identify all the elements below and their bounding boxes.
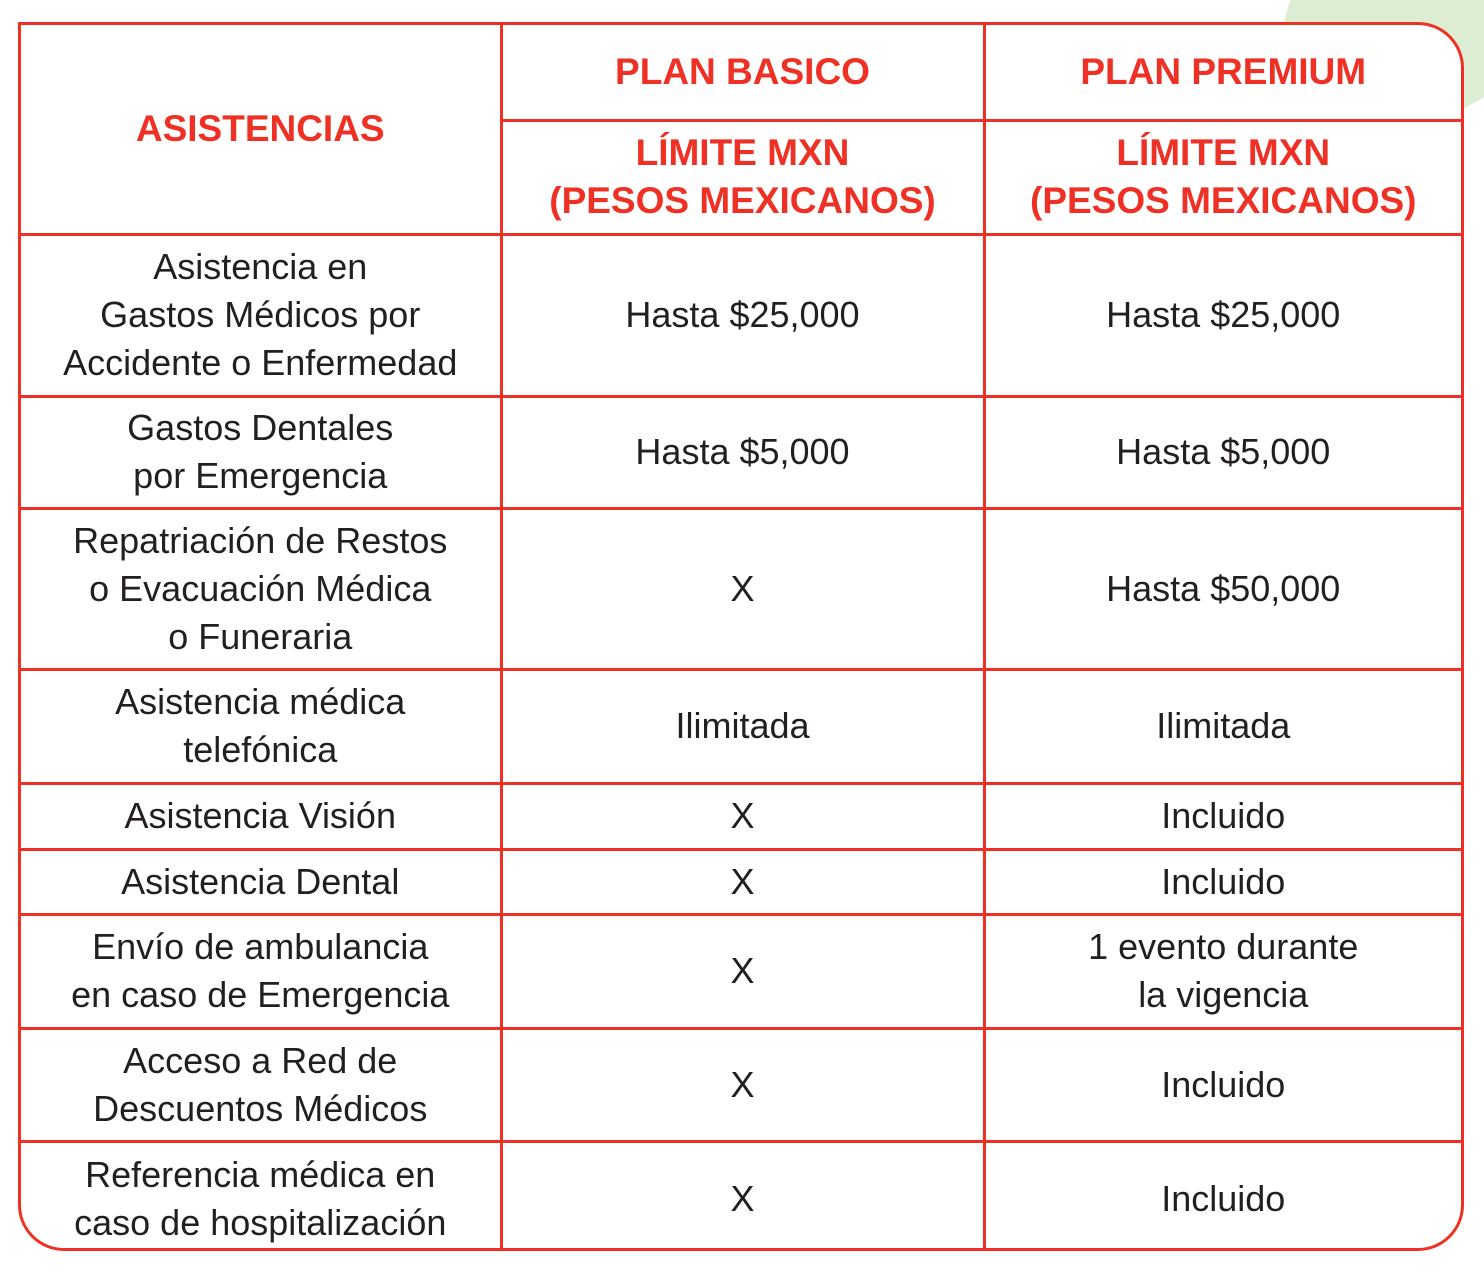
cell-plan-basico-line: Hasta $25,000 [625,294,860,335]
header-plan-premium: PLAN PREMIUM [984,25,1461,120]
cell-plan-basico [501,508,984,669]
cell-plan-basico-line: Hasta $5,000 [635,431,850,472]
cell-plan-premium-line: Hasta $50,000 [1106,567,1341,609]
cell-plan-premium [984,1141,1461,1251]
coverage-table [21,25,1461,1251]
cell-asistencia-line: Referencia médica en [85,1153,436,1195]
cell-plan-basico-line: X [730,860,755,902]
cell-plan-basico [501,1028,984,1141]
cell-asistencia [21,849,501,914]
cell-asistencia-line: Gastos Médicos por [100,294,421,335]
cell-plan-basico-line: X [730,795,755,836]
cell-asistencia-line: en caso de Emergencia [71,974,450,1015]
cell-plan-premium [984,1028,1461,1141]
table-row [21,669,1461,783]
table-row [21,1141,1461,1251]
header-limit-basico [501,120,984,234]
cell-plan-basico [501,669,984,783]
cell-plan-basico-line: X [730,567,755,609]
limit-currency: (PESOS MEXICANOS) [549,180,936,221]
cell-plan-basico [501,783,984,849]
cell-asistencia [21,234,501,396]
table-header-row [21,25,1461,120]
cell-plan-basico [501,849,984,914]
cell-plan-basico [501,396,984,508]
cell-asistencia-line: telefónica [183,729,338,770]
cell-plan-basico-line: X [730,1177,755,1219]
cell-asistencia [21,1028,501,1141]
cell-asistencia [21,508,501,669]
cell-asistencia [21,396,501,508]
cell-asistencia-line: Repatriación de Restos [73,519,448,561]
cell-plan-premium [984,914,1461,1028]
cell-asistencia [21,1141,501,1251]
table-row [21,234,1461,396]
cell-asistencia [21,669,501,783]
cell-plan-premium-line: la vigencia [1138,974,1309,1015]
cell-plan-premium-line: Incluido [1161,1063,1286,1105]
cell-plan-premium-line: Incluido [1161,1177,1286,1219]
cell-asistencia-line: Gastos Dentales [127,407,394,448]
table-row [21,508,1461,669]
header-asistencias: ASISTENCIAS [21,25,501,234]
cell-asistencia-line: Acceso a Red de [123,1039,398,1081]
cell-plan-basico [501,1141,984,1251]
cell-plan-premium [984,234,1461,396]
table-row [21,1028,1461,1141]
cell-asistencia-line: por Emergencia [133,455,388,496]
limit-label: LÍMITE MXN [635,132,850,173]
limit-label: LÍMITE MXN [1116,132,1331,173]
header-plan-basico: PLAN BASICO [501,25,984,120]
cell-plan-premium-line: Incluido [1161,795,1286,836]
cell-plan-premium [984,849,1461,914]
cell-asistencia [21,783,501,849]
cell-plan-premium-line: Hasta $5,000 [1116,431,1331,472]
table-row [21,914,1461,1028]
cell-asistencia-line: o Evacuación Médica [89,567,432,609]
cell-asistencia-line: Asistencia Dental [121,860,400,902]
cell-asistencia-line: caso de hospitalización [74,1201,447,1243]
cell-plan-basico-line: X [730,1063,755,1105]
table-row [21,783,1461,849]
coverage-table-frame [18,22,1464,1251]
cell-plan-premium-line: 1 evento durante [1088,926,1359,967]
cell-asistencia-line: Asistencia médica [115,681,406,722]
cell-asistencia-line: Envío de ambulancia [92,926,429,967]
cell-plan-basico-line: Ilimitada [675,705,810,746]
cell-asistencia-line: Asistencia en [153,246,368,287]
cell-asistencia-line: Accidente o Enfermedad [63,342,458,383]
cell-plan-premium-line: Hasta $25,000 [1106,294,1341,335]
limit-currency: (PESOS MEXICANOS) [1030,180,1417,221]
cell-plan-premium [984,508,1461,669]
header-limit-premium [984,120,1461,234]
cell-plan-premium [984,396,1461,508]
cell-plan-premium [984,783,1461,849]
cell-plan-premium-line: Ilimitada [1156,705,1291,746]
cell-plan-premium-line: Incluido [1161,860,1286,902]
table-row [21,396,1461,508]
cell-plan-basico-line: X [730,950,755,991]
cell-asistencia-line: Descuentos Médicos [93,1087,428,1129]
cell-plan-premium [984,669,1461,783]
cell-plan-basico [501,914,984,1028]
cell-asistencia-line: o Funeraria [168,615,353,657]
cell-asistencia [21,914,501,1028]
table-row [21,849,1461,914]
cell-asistencia-line: Asistencia Visión [124,795,396,836]
cell-plan-basico [501,234,984,396]
